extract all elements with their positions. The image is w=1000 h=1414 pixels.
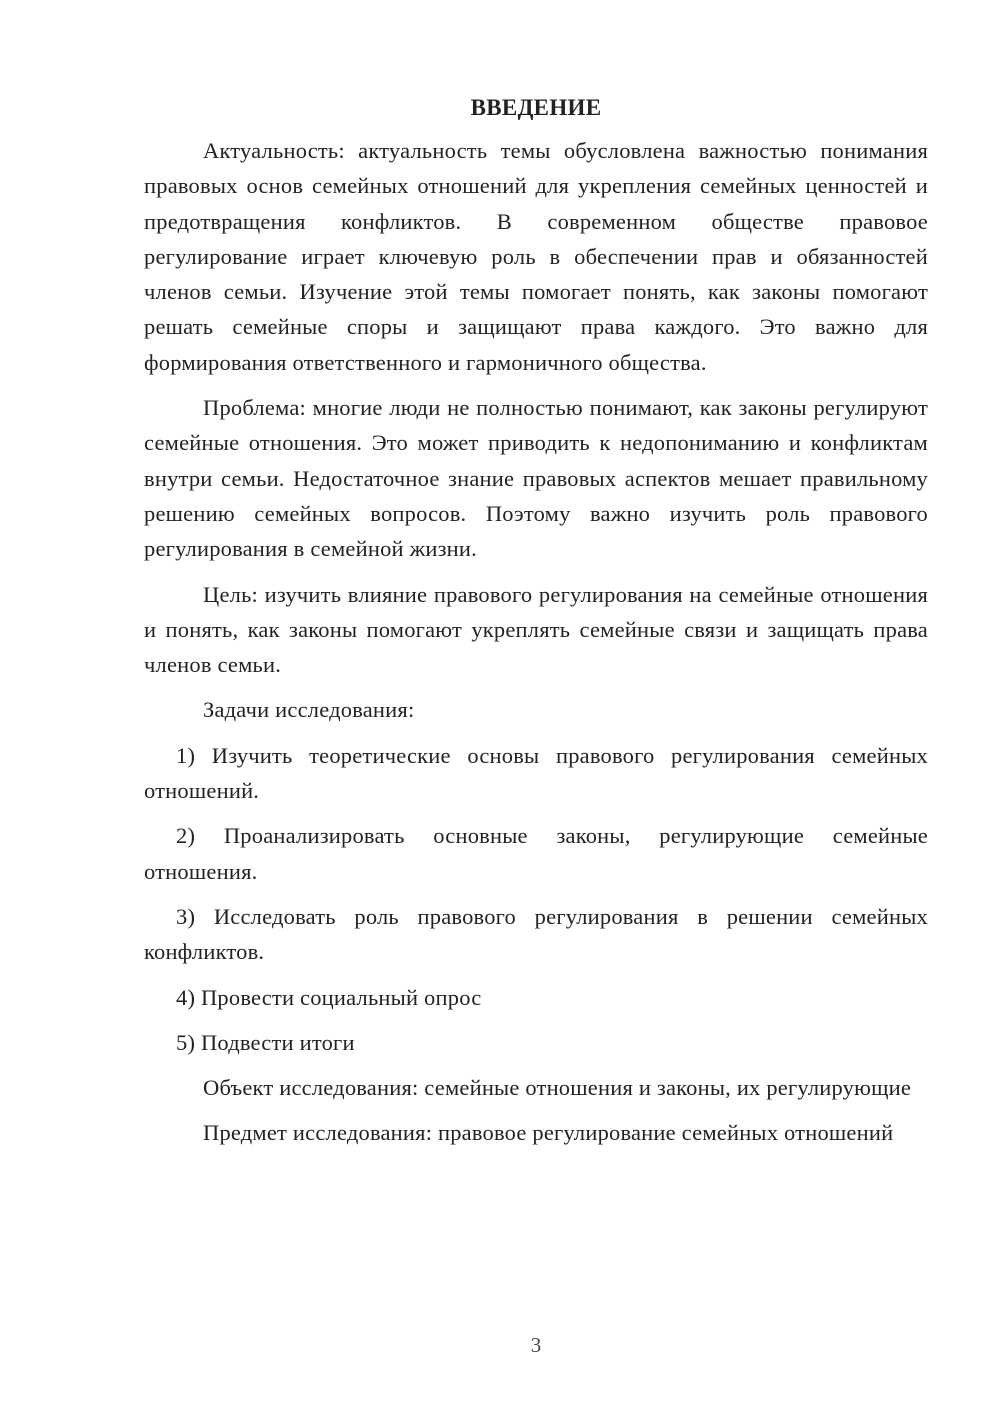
page-number: 3	[530, 1333, 542, 1357]
section-heading: ВВЕДЕНИЕ	[470, 95, 602, 120]
paragraph-subject: Предмет исследования: правовое регулирование семейных отношений	[203, 1120, 894, 1146]
paragraph-object: Объект исследования: семейные отношения и законы, их регулирующие	[203, 1075, 912, 1101]
page-content	[144, 90, 928, 1161]
task-item-3: 3) Исследовать роль правового регулирования в решении семейных конфликтов.	[144, 903, 928, 965]
paragraph-goal: Цель: изучить влияние правового регулирования на семейные отношения и понять, как законы помогают укреплять семейные связи и защищать права членов семьи.	[144, 581, 928, 678]
task-item-2: 2) Проанализировать основные законы, регулирующие семейные отношения.	[144, 823, 928, 884]
paragraph-relevance: Актуальность: актуальность темы обусловлена важностью понимания правовых основ семейных отношений для укрепления семейных ценностей и предотвращения конфликтов. В современном обществе правовое регулирование играет ключевую роль в обеспечении прав и обязанностей членов семьи. Изучение этой темы помогает понять, как законы помогают решать семейные споры и защищают права каждого. Это важно для формирования ответственного и гармоничного общества.	[144, 138, 928, 375]
task-item-4: 4) Провести социальный опрос	[176, 984, 482, 1010]
task-item-5: 5) Подвести итоги	[176, 1029, 355, 1055]
tasks-intro: Задачи исследования:	[203, 697, 415, 723]
task-item-1: 1) Изучить теоретические основы правового регулирования семейных отношений.	[144, 742, 928, 804]
paragraph-problem: Проблема: многие люди не полностью понимают, как законы регулируют семейные отношения. Это может приводить к недопониманию и конфликтам внутри семьи. Недостаточное знание правовых аспектов мешает правильному решению семейных вопросов. Поэтому важно изучить роль правового регулирования в семейной жизни.	[144, 395, 928, 562]
